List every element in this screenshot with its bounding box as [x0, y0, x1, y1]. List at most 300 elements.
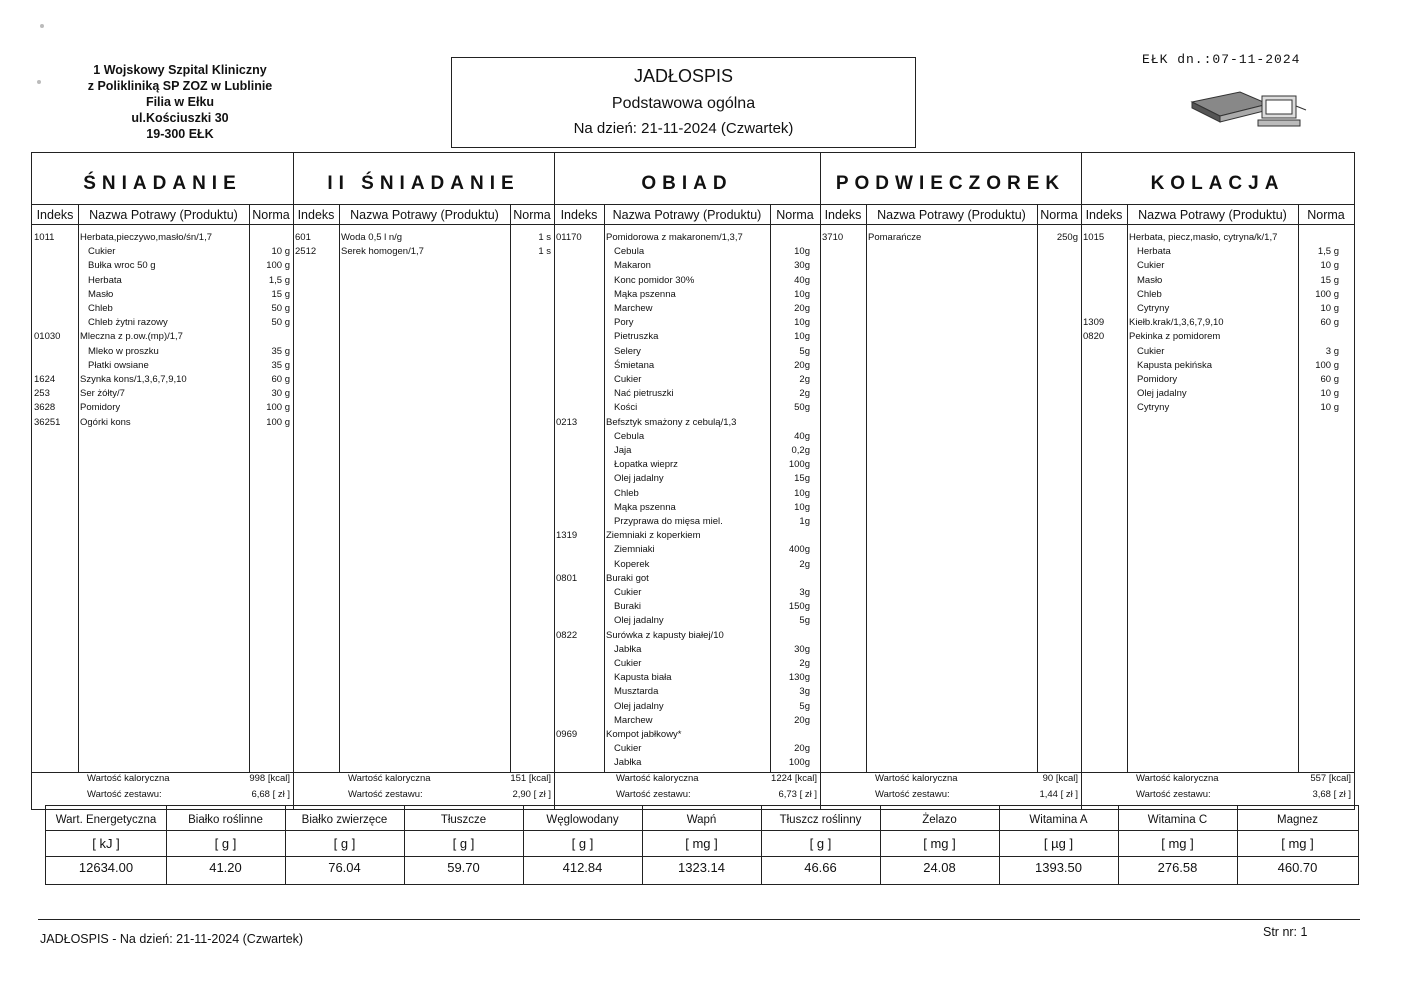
menu-item-row: [554, 274, 820, 288]
ingredient-name: Mąka pszenna: [614, 288, 676, 300]
ingredient-name: Buraki: [614, 601, 641, 613]
cost-label: Wartość zestawu:: [1136, 789, 1211, 800]
item-amount: 10g: [794, 501, 810, 513]
menu-item-row: [32, 330, 293, 344]
nutrition-table: [45, 805, 1359, 885]
menu-item-row: [554, 387, 820, 401]
meal-column: [1081, 153, 1354, 809]
item-amount: 30g: [794, 260, 810, 272]
dish-name: Pekinka z pomidorem: [1129, 331, 1221, 343]
nutrient-value: 76.04: [328, 860, 361, 875]
menu-item-row: [1081, 373, 1354, 387]
nutrient-unit: [ kJ ]: [92, 836, 120, 851]
meal-title: KOLACJA: [1081, 153, 1354, 205]
item-index: 1319: [556, 530, 578, 542]
nutrient-value: 46.66: [804, 860, 837, 875]
hospital-line: Filia w Ełku: [145, 95, 215, 109]
menu-item-row: [32, 245, 293, 259]
ingredient-name: Przyprawa do mięsa miel.: [614, 516, 723, 527]
ingredient-name: Łopatka wieprz: [614, 459, 678, 471]
menu-item-row: [32, 274, 293, 288]
item-amount: 15 g: [271, 288, 290, 300]
ingredient-name: Jabłka: [614, 757, 642, 769]
cost-label: Wartość zestawu:: [616, 789, 691, 800]
calorie-label: Wartość kaloryczna: [348, 773, 431, 784]
cost-value: 2,90 [ zł ]: [512, 789, 551, 800]
ingredient-name: Chleb: [1137, 288, 1162, 300]
ingredient-name: Masło: [88, 288, 114, 300]
item-amount: 15g: [794, 473, 810, 485]
dish-name: Kiełb.krak/1,3,6,7,9,10: [1129, 317, 1224, 329]
item-index: 0969: [556, 729, 578, 740]
menu-item-row: [554, 643, 820, 657]
title-box: [451, 57, 916, 148]
ingredient-name: Cukier: [88, 246, 116, 258]
nutrient-unit: [ g ]: [333, 836, 356, 851]
menu-item-row: [554, 572, 820, 586]
nutrient-unit: [ mg ]: [1281, 836, 1314, 851]
menu-item-row: [1081, 387, 1354, 401]
menu-item-row: [32, 401, 293, 415]
column-header-name: Nazwa Potrawy (Produktu): [866, 205, 1037, 225]
cost-label: Wartość zestawu:: [875, 789, 950, 800]
dish-name: Surówka z kapusty białej/10: [606, 629, 724, 641]
ingredient-name: Mleko w proszku: [88, 345, 159, 357]
nutrient-unit: [ mg ]: [923, 836, 956, 851]
item-index: 601: [295, 232, 311, 243]
ingredient-name: Makaron: [614, 260, 651, 272]
item-amount: 20g: [794, 303, 810, 314]
ingredient-name: Marchew: [614, 714, 653, 726]
nutrient-value: 12634.00: [78, 860, 134, 875]
item-amount: 50 g: [271, 303, 290, 314]
nutrient-header: Białko roślinne: [188, 814, 263, 826]
item-amount: 0,2g: [791, 445, 810, 456]
dish-name: Pomidorowa z makaronem/1,3,7: [606, 232, 743, 243]
ingredient-name: Olej jadalny: [614, 473, 664, 485]
column-header-name: Nazwa Potrawy (Produktu): [78, 205, 249, 225]
item-index: 1015: [1083, 232, 1105, 243]
column-header-norma: Norma: [770, 205, 820, 225]
item-amount: 10 g: [1320, 388, 1339, 400]
item-amount: 2g: [799, 388, 810, 400]
dish-name: Mleczna z p.ow.(mp)/1,7: [80, 331, 183, 343]
menu-item-row: [554, 245, 820, 259]
meal-column: [820, 153, 1081, 809]
menu-item-row: [554, 700, 820, 714]
ingredient-name: Masło: [1137, 274, 1163, 286]
item-amount: 10 g: [1320, 303, 1339, 314]
menu-item-row: [554, 359, 820, 373]
menu-item-row: [554, 558, 820, 572]
item-amount: 35 g: [271, 345, 290, 357]
item-amount: 30 g: [271, 388, 290, 400]
item-index: 3710: [822, 232, 844, 243]
menu-item-row: [1081, 302, 1354, 316]
menu-item-row: [1081, 345, 1354, 359]
item-amount: 100 g: [266, 260, 290, 272]
dish-name: Kompot jabłkowy*: [606, 729, 682, 740]
ingredient-name: Bułka wroc 50 g: [88, 260, 156, 272]
menu-item-row: [554, 401, 820, 415]
menu-item-row: [554, 614, 820, 628]
menu-item-row: [32, 373, 293, 387]
menu-item-row: [554, 487, 820, 501]
calorie-label: Wartość kaloryczna: [616, 773, 699, 784]
ingredient-name: Mąka pszenna: [614, 501, 676, 513]
menu-item-row: [554, 756, 820, 770]
column-header-index: Indeks: [554, 205, 604, 225]
item-amount: 100 g: [1315, 288, 1339, 300]
item-amount: 5g: [799, 345, 810, 357]
menu-date: Na dzień: 21-11-2024 (Czwartek): [573, 120, 794, 137]
item-amount: 2g: [799, 658, 810, 669]
cost-value: 1,44 [ zł ]: [1039, 789, 1078, 800]
menu-item-row: [820, 231, 1081, 245]
menu-item-row: [32, 316, 293, 330]
menu-item-row: [1081, 316, 1354, 330]
menu-item-row: [32, 231, 293, 245]
nutrient-header: Wart. Energetyczna: [55, 814, 157, 826]
meal-column: [293, 153, 554, 809]
ingredient-name: Kości: [614, 402, 638, 414]
item-amount: 10g: [794, 288, 810, 300]
ingredient-name: Olej jadalny: [614, 700, 664, 712]
item-index: 1624: [34, 374, 56, 385]
menu-item-row: [554, 231, 820, 245]
menu-item-row: [554, 430, 820, 444]
nutrient-value: 276.58: [1157, 860, 1198, 875]
dish-name: Ser żółty/7: [80, 388, 125, 400]
nutrient-value: 59.70: [447, 860, 480, 875]
ingredient-name: Cukier: [614, 587, 642, 598]
nutrient-header: Tłuszcze: [440, 814, 487, 826]
item-index: 2512: [295, 246, 317, 258]
item-amount: 35 g: [271, 359, 290, 371]
menu-item-row: [293, 245, 554, 259]
dish-name: Szynka kons/1,3,6,7,9,10: [80, 374, 187, 385]
menu-item-row: [1081, 259, 1354, 273]
item-amount: 1 s: [538, 246, 551, 258]
menu-item-row: [32, 302, 293, 316]
item-amount: 1,5 g: [268, 274, 290, 286]
nutrient-unit: [ g ]: [214, 836, 237, 851]
calorie-label: Wartość kaloryczna: [1136, 773, 1219, 784]
item-amount: 20g: [794, 714, 810, 726]
ingredient-name: Pietruszka: [614, 331, 659, 343]
item-amount: 5g: [799, 615, 810, 627]
item-amount: 3 g: [1325, 345, 1339, 357]
menu-item-row: [32, 359, 293, 373]
menu-item-row: [554, 501, 820, 515]
dish-name: Herbata,pieczywo,masło/śn/1,7: [80, 232, 213, 243]
menu-item-row: [554, 671, 820, 685]
menu-item-row: [554, 728, 820, 742]
menu-item-row: [554, 586, 820, 600]
menu-item-row: [554, 685, 820, 699]
ingredient-name: Pory: [614, 317, 634, 329]
dish-name: Ziemniaki z koperkiem: [606, 530, 701, 542]
dish-name: Serek homogen/1,7: [341, 246, 424, 258]
item-amount: 60 g: [1320, 374, 1339, 385]
menu-item-row: [554, 316, 820, 330]
menu-item-row: [1081, 231, 1354, 245]
item-amount: 10 g: [1320, 260, 1339, 272]
item-amount: 150g: [788, 601, 810, 613]
dish-name: Herbata, piecz,masło, cytryna/k/1,7: [1129, 232, 1278, 243]
cost-value: 6,68 [ zł ]: [251, 789, 290, 800]
ingredient-name: Kapusta pekińska: [1137, 359, 1212, 371]
item-amount: 10g: [794, 487, 810, 499]
ingredient-name: Cukier: [1137, 345, 1165, 357]
meal-title: OBIAD: [554, 153, 820, 205]
item-amount: 10g: [794, 246, 810, 258]
print-date: EŁK dn.:07-11-2024: [1142, 52, 1301, 67]
menu-item-row: [554, 345, 820, 359]
ingredient-name: Herbata: [88, 274, 122, 286]
item-amount: 1 s: [538, 232, 551, 243]
menu-item-row: [293, 231, 554, 245]
ingredient-name: Cebula: [614, 246, 645, 258]
ingredient-name: Kapusta biała: [614, 672, 672, 684]
item-amount: 20g: [794, 359, 810, 371]
item-index: 0822: [556, 629, 578, 641]
item-amount: 1g: [799, 516, 810, 527]
item-amount: 30g: [794, 643, 810, 655]
item-index: 0213: [556, 416, 578, 428]
menu-table: [31, 152, 1355, 810]
menu-item-row: [32, 416, 293, 430]
nutrient-value: 1323.14: [678, 860, 725, 875]
item-amount: 60 g: [271, 374, 290, 385]
nutrient-header: Białko zwierzęce: [301, 814, 388, 826]
menu-item-row: [554, 373, 820, 387]
ingredient-name: Jabłka: [614, 643, 642, 655]
ingredient-name: Ziemniaki: [614, 544, 655, 556]
menu-item-row: [554, 288, 820, 302]
item-amount: 100 g: [266, 402, 290, 414]
ingredient-name: Cukier: [614, 374, 642, 385]
menu-item-row: [554, 657, 820, 671]
menu-item-row: [554, 742, 820, 756]
item-amount: 60 g: [1320, 317, 1339, 329]
menu-item-row: [1081, 359, 1354, 373]
menu-item-row: [554, 600, 820, 614]
ingredient-name: Chleb: [614, 487, 639, 499]
menu-item-row: [1081, 245, 1354, 259]
menu-item-row: [554, 515, 820, 529]
item-amount: 2g: [799, 558, 810, 570]
scan-speck: [40, 24, 44, 28]
column-header-index: Indeks: [1081, 205, 1127, 225]
dish-name: Woda 0,5 l n/g: [341, 232, 403, 243]
calorie-value: 557 [kcal]: [1310, 773, 1351, 784]
document-title: JADŁOSPIS: [633, 66, 734, 86]
menu-item-row: [554, 543, 820, 557]
scan-speck: [37, 80, 41, 84]
footer-divider: [38, 919, 1360, 920]
menu-item-row: [554, 444, 820, 458]
menu-item-row: [554, 330, 820, 344]
ingredient-name: Jaja: [614, 445, 632, 456]
page-number: Str nr: 1: [1263, 925, 1308, 939]
item-amount: 250g: [1056, 232, 1078, 243]
cost-label: Wartość zestawu:: [348, 789, 423, 800]
nutrient-header: Magnez: [1277, 814, 1318, 826]
item-index: 1011: [34, 232, 55, 243]
column-header-index: Indeks: [293, 205, 339, 225]
item-amount: 130g: [788, 672, 810, 684]
item-amount: 10g: [794, 331, 810, 343]
item-amount: 15 g: [1320, 274, 1339, 286]
hospital-line: 1 Wojskowy Szpital Kliniczny: [93, 63, 267, 77]
column-header-norma: Norma: [1037, 205, 1081, 225]
nutrient-header: Węglowodany: [546, 814, 619, 826]
ingredient-name: Pomidory: [1137, 374, 1178, 385]
nutrient-unit: [ g ]: [809, 836, 832, 851]
item-index: 0801: [556, 572, 578, 584]
menu-item-row: [554, 529, 820, 543]
menu-item-row: [32, 345, 293, 359]
menu-item-row: [554, 714, 820, 728]
meal-column: [554, 153, 820, 809]
item-amount: 100g: [788, 757, 810, 769]
footer-text: JADŁOSPIS - Na dzień: 21-11-2024 (Czwartek): [40, 932, 304, 946]
nutrient-unit: [ mg ]: [1161, 836, 1194, 851]
calorie-value: 151 [kcal]: [510, 773, 551, 784]
ingredient-name: Chleb żytni razowy: [88, 317, 168, 329]
nutrient-unit: [ mg ]: [685, 836, 718, 851]
cost-value: 3,68 [ zł ]: [1312, 789, 1351, 800]
ingredient-name: Płatki owsiane: [88, 359, 149, 371]
dish-name: Pomarańcze: [868, 232, 922, 243]
item-index: 3628: [34, 402, 56, 414]
item-amount: 3g: [799, 686, 810, 698]
menu-item-row: [1081, 288, 1354, 302]
menu-item-row: [1081, 274, 1354, 288]
ingredient-name: Musztarda: [614, 686, 659, 698]
menu-item-row: [32, 387, 293, 401]
item-amount: 100 g: [266, 416, 290, 428]
calorie-label: Wartość kaloryczna: [875, 773, 958, 784]
ingredient-name: Śmietana: [614, 359, 655, 371]
meal-title: ŚNIADANIE: [32, 153, 293, 205]
menu-item-row: [554, 472, 820, 486]
item-index: 36251: [34, 416, 61, 428]
item-index: 0820: [1083, 331, 1105, 343]
nutrient-unit: [ g ]: [452, 836, 475, 851]
item-amount: 10 g: [271, 246, 290, 258]
item-amount: 100 g: [1315, 359, 1339, 371]
dish-name: Buraki got: [606, 572, 649, 584]
ingredient-name: Cukier: [1137, 260, 1165, 272]
dish-name: Ogórki kons: [80, 416, 131, 428]
item-amount: 20g: [794, 743, 810, 755]
menu-item-row: [554, 458, 820, 472]
cost-label: Wartość zestawu:: [87, 789, 162, 800]
column-header-index: Indeks: [820, 205, 866, 225]
nutrient-unit: [ g ]: [571, 836, 594, 851]
hospital-address: [60, 62, 300, 142]
item-amount: 10 g: [1320, 402, 1339, 414]
menu-item-row: [1081, 330, 1354, 344]
column-header-index: Indeks: [32, 205, 78, 225]
nutrient-header: Żelazo: [922, 814, 957, 826]
meal-title: II ŚNIADANIE: [293, 153, 554, 205]
ingredient-name: Selery: [614, 345, 641, 357]
item-amount: 2g: [799, 374, 810, 385]
hospital-line: ul.Kościuszki 30: [131, 111, 229, 125]
column-header-name: Nazwa Potrawy (Produktu): [339, 205, 510, 225]
nutrient-header: Tłuszcz roślinny: [779, 814, 862, 826]
menu-item-row: [554, 629, 820, 643]
item-amount: 1,5 g: [1317, 246, 1339, 258]
menu-item-row: [1081, 401, 1354, 415]
ingredient-name: Cebula: [614, 430, 645, 442]
menu-item-row: [554, 302, 820, 316]
nutrient-unit: [ µg ]: [1043, 836, 1074, 851]
book-computer-logo: [1190, 82, 1310, 130]
nutrient-value: 24.08: [923, 860, 956, 875]
item-amount: 10g: [794, 317, 810, 329]
item-amount: 400g: [788, 544, 810, 556]
calorie-value: 90 [kcal]: [1042, 773, 1078, 784]
ingredient-name: Cukier: [614, 743, 642, 755]
column-header-norma: Norma: [1298, 205, 1354, 225]
dish-name: Pomidory: [80, 402, 121, 414]
ingredient-name: Cytryny: [1137, 303, 1170, 314]
ingredient-name: Chleb: [88, 303, 113, 314]
ingredient-name: Cytryny: [1137, 402, 1170, 414]
item-amount: 40g: [794, 430, 810, 442]
nutrient-value: 460.70: [1277, 860, 1318, 875]
item-index: 253: [34, 388, 50, 400]
hospital-line: z Polikliniką SP ZOZ w Lublinie: [87, 79, 273, 93]
ingredient-name: Olej jadalny: [614, 615, 664, 627]
ingredient-name: Olej jadalny: [1137, 388, 1187, 400]
item-index: 01170: [556, 232, 582, 243]
calorie-value: 1224 [kcal]: [771, 773, 817, 784]
nutrient-value: 41.20: [209, 860, 242, 875]
item-index: 01030: [34, 331, 61, 343]
item-index: 1309: [1083, 317, 1105, 329]
ingredient-name: Koperek: [614, 558, 650, 570]
item-amount: 3g: [799, 587, 810, 598]
menu-item-row: [32, 259, 293, 273]
item-amount: 40g: [794, 274, 810, 286]
dish-name: Befsztyk smażony z cebulą/1,3: [606, 416, 737, 428]
nutrient-value: 1393.50: [1035, 860, 1082, 875]
item-amount: 5g: [799, 700, 810, 712]
meal-column: [32, 153, 293, 809]
calorie-value: 998 [kcal]: [249, 773, 290, 784]
ingredient-name: Konc pomidor 30%: [614, 274, 695, 286]
menu-item-row: [32, 288, 293, 302]
nutrient-header: Witamina C: [1147, 814, 1208, 826]
ingredient-name: Nać pietruszki: [614, 388, 674, 400]
nutrient-header: Witamina A: [1029, 814, 1088, 826]
item-amount: 50g: [794, 402, 810, 414]
nutrient-header: Wapń: [686, 814, 717, 826]
diet-type: Podstawowa ogólna: [611, 95, 756, 112]
cost-value: 6,73 [ zł ]: [778, 789, 817, 800]
hospital-line: 19-300 EŁK: [146, 127, 214, 141]
column-header-norma: Norma: [249, 205, 293, 225]
ingredient-name: Herbata: [1137, 246, 1171, 258]
item-amount: 50 g: [271, 317, 290, 329]
ingredient-name: Marchew: [614, 303, 653, 314]
column-header-name: Nazwa Potrawy (Produktu): [604, 205, 770, 225]
